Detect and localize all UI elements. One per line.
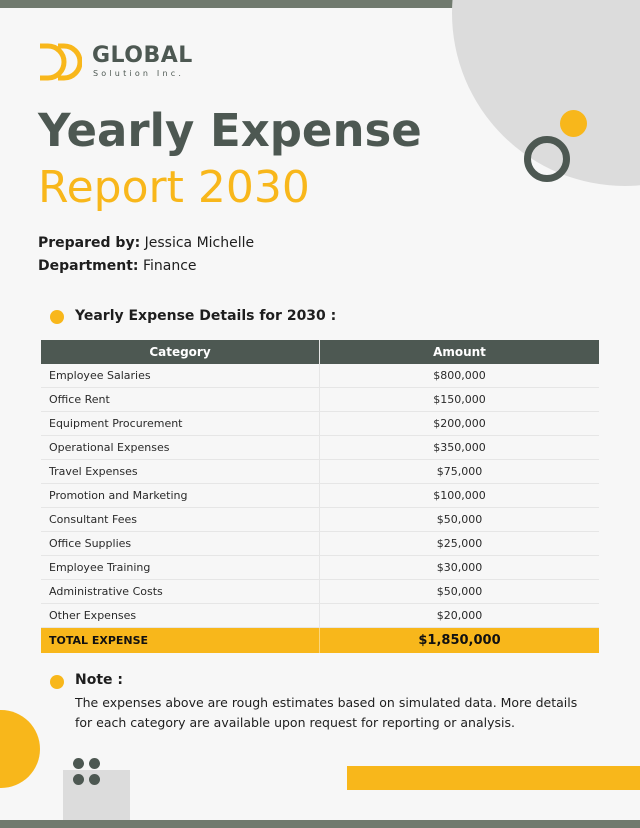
table-row [41,364,599,388]
category-cell: Equipment Procurement [41,412,320,436]
logo-mark-icon [38,42,82,82]
table-row [41,580,599,604]
table-row [41,436,599,460]
total-label: TOTAL EXPENSE [41,628,320,654]
amount-cell: $200,000 [320,412,600,436]
department-label: Department: [38,258,139,274]
note-body: The expenses above are rough estimates based on simulated data. More details for each category are available upon request for reporting or analysis. [75,695,578,730]
category-cell: Promotion and Marketing [41,484,320,508]
table-row [41,388,599,412]
page-subtitle: Report 2030 [38,162,310,213]
prepared-by [38,233,254,253]
brand-tagline: Solution Inc. [93,69,185,78]
category-cell: Employee Salaries [41,364,320,388]
expense-table [41,340,599,653]
decorative-ring [524,136,570,182]
category-cell: Office Supplies [41,532,320,556]
table-row [41,532,599,556]
amount-cell: $350,000 [320,436,600,460]
brand-logo [38,42,193,82]
amount-cell: $75,000 [320,460,600,484]
category-cell: Administrative Costs [41,580,320,604]
note-bullet-icon [50,675,64,689]
amount-cell: $30,000 [320,556,600,580]
column-header-category: Category [41,340,320,364]
decorative-bar [347,766,640,790]
amount-cell: $150,000 [320,388,600,412]
decorative-dot [560,110,587,137]
section-heading: Yearly Expense Details for 2030 : [75,308,337,324]
prepared-by-value: Jessica Michelle [144,235,255,251]
category-cell: Travel Expenses [41,460,320,484]
total-row [41,628,599,654]
table-row [41,556,599,580]
table-row [41,460,599,484]
table-row [41,412,599,436]
amount-cell: $50,000 [320,508,600,532]
decorative-half-circle [0,710,40,788]
table-row [41,484,599,508]
category-cell: Employee Training [41,556,320,580]
decorative-dots-icon [73,758,101,786]
amount-cell: $25,000 [320,532,600,556]
column-header-amount: Amount [320,340,600,364]
amount-cell: $50,000 [320,580,600,604]
amount-cell: $20,000 [320,604,600,628]
brand-name: GLOBAL [92,43,193,68]
category-cell: Consultant Fees [41,508,320,532]
page-title: Yearly Expense [38,104,422,157]
note-heading: Note : [75,672,123,688]
table-row [41,604,599,628]
category-cell: Other Expenses [41,604,320,628]
total-amount: $1,850,000 [320,628,600,654]
department [38,256,197,276]
table-header-row [41,340,599,364]
bottom-frame-bar [0,820,640,828]
table-row [41,508,599,532]
category-cell: Operational Expenses [41,436,320,460]
department-value: Finance [142,258,197,274]
amount-cell: $100,000 [320,484,600,508]
section-bullet-icon [50,310,64,324]
category-cell: Office Rent [41,388,320,412]
amount-cell: $800,000 [320,364,600,388]
prepared-by-label: Prepared by: [38,235,141,251]
